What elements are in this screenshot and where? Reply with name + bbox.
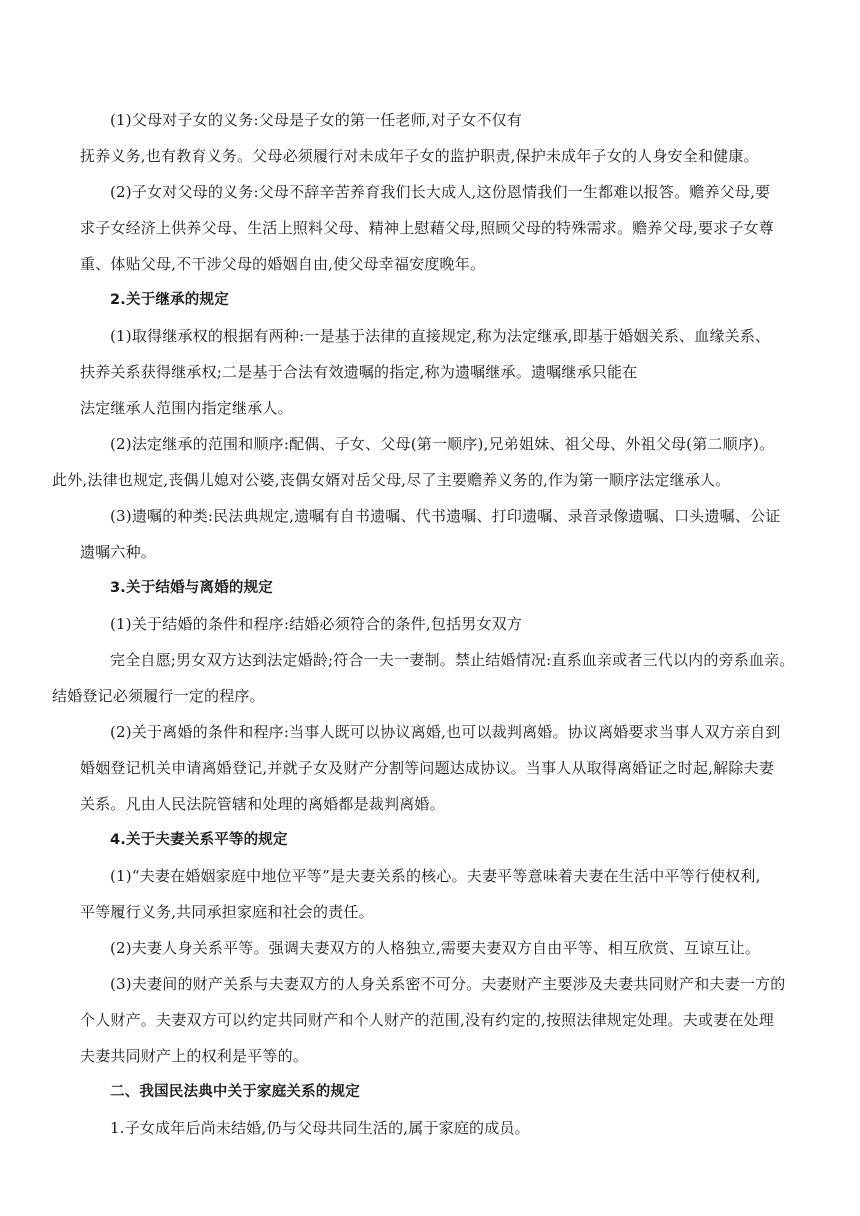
paragraph-line: 求子女经济上供养父母、生活上照料父母、精神上慰藉父母,照顾父母的特殊需求。赡养父母,要求子女尊 [80,219,774,237]
paragraph-line: 夫妻共同财产上的权利是平等的。 [80,1047,309,1065]
paragraph-line: 此外,法律也规定,丧偶儿媳对公婆,丧偶女婿对岳父母,尽了主要赡养义务的,作为第一顺序法定继承人。 [52,471,731,489]
paragraph-line: 遗嘱六种。 [80,543,157,561]
section-heading: 4.关于夫妻关系平等的规定 [110,832,288,848]
paragraph-line: 1.子女成年后尚未结婚,仍与父母共同生活的,属于家庭的成员。 [110,1119,530,1137]
paragraph-line: (1)取得继承权的根据有两种:一是基于法律的直接规定,称为法定继承,即基于婚姻关系、血缘关系、 [110,327,771,345]
paragraph-line: 关系。凡由人民法院管辖和处理的离婚都是裁判离婚。 [80,795,445,813]
paragraph-line: 完全自愿;男女双方达到法定婚龄;符合一夫一妻制。禁止结婚情况:直系血亲或者三代以内的旁系血亲。 [110,651,795,669]
paragraph-line: 婚姻登记机关申请离婚登记,并就子女及财产分割等问题达成协议。当事人从取得离婚证之时起,解除夫妻 [80,759,774,777]
paragraph-line: 平等履行义务,共同承担家庭和社会的责任。 [80,903,374,921]
paragraph-line: (1)父母对子女的义务:父母是子女的第一任老师,对子女不仅有 [110,111,523,129]
paragraph-line: 个人财产。夫妻双方可以约定共同财产和个人财产的范围,没有约定的,按照法律规定处理。夫或妻在处理 [80,1011,774,1029]
paragraph-line: (2)法定继承的范围和顺序:配偶、子女、父母(第一顺序),兄弟姐妹、祖父母、外祖父母(第二顺序)。 [110,435,775,453]
paragraph-line: 重、体贴父母,不干涉父母的婚姻自由,使父母幸福安度晚年。 [80,255,486,273]
paragraph-line: (2)夫妻人身关系平等。强调夫妻双方的人格独立,需要夫妻双方自由平等、相互欣赏、互谅互让。 [110,939,761,957]
paragraph-line: (3)遗嘱的种类:民法典规定,遗嘱有自书遗嘱、代书遗嘱、打印遗嘱、录音录像遗嘱、口头遗嘱、公证 [110,507,781,525]
section-heading: 二、我国民法典中关于家庭关系的规定 [110,1084,360,1100]
paragraph-line: (2)关于离婚的条件和程序:当事人既可以协议离婚,也可以裁判离婚。协议离婚要求当事人双方亲自到 [110,723,781,741]
paragraph-line: 结婚登记必须履行一定的程序。 [52,687,265,705]
paragraph-line: (2)子女对父母的义务:父母不辞辛苦养育我们长大成人,这份恩情我们一生都难以报答。赡养父母,要 [110,183,771,201]
paragraph-line: (1)关于结婚的条件和程序:结婚必须符合的条件,包括男女双方 [110,615,523,633]
paragraph-line: (1)“夫妻在婚姻家庭中地位平等”是夫妻关系的核心。夫妻平等意味着夫妻在生活中平等行使权利, [110,867,761,885]
paragraph-line: 抚养义务,也有教育义务。父母必须履行对未成年子女的监护职责,保护未成年子女的人身安全和健康。 [80,147,759,165]
section-heading: 3.关于结婚与离婚的规定 [110,580,273,596]
paragraph-line: 法定继承人范围内指定继承人。 [80,399,293,417]
paragraph-line: 扶养关系获得继承权;二是基于合法有效遗嘱的指定,称为遗嘱继承。遗嘱继承只能在 [80,363,638,381]
paragraph-line: (3)夫妻间的财产关系与夫妻双方的人身关系密不可分。夫妻财产主要涉及夫妻共同财产和夫妻一方的 [110,975,786,993]
section-heading: 2.关于继承的规定 [110,292,229,308]
